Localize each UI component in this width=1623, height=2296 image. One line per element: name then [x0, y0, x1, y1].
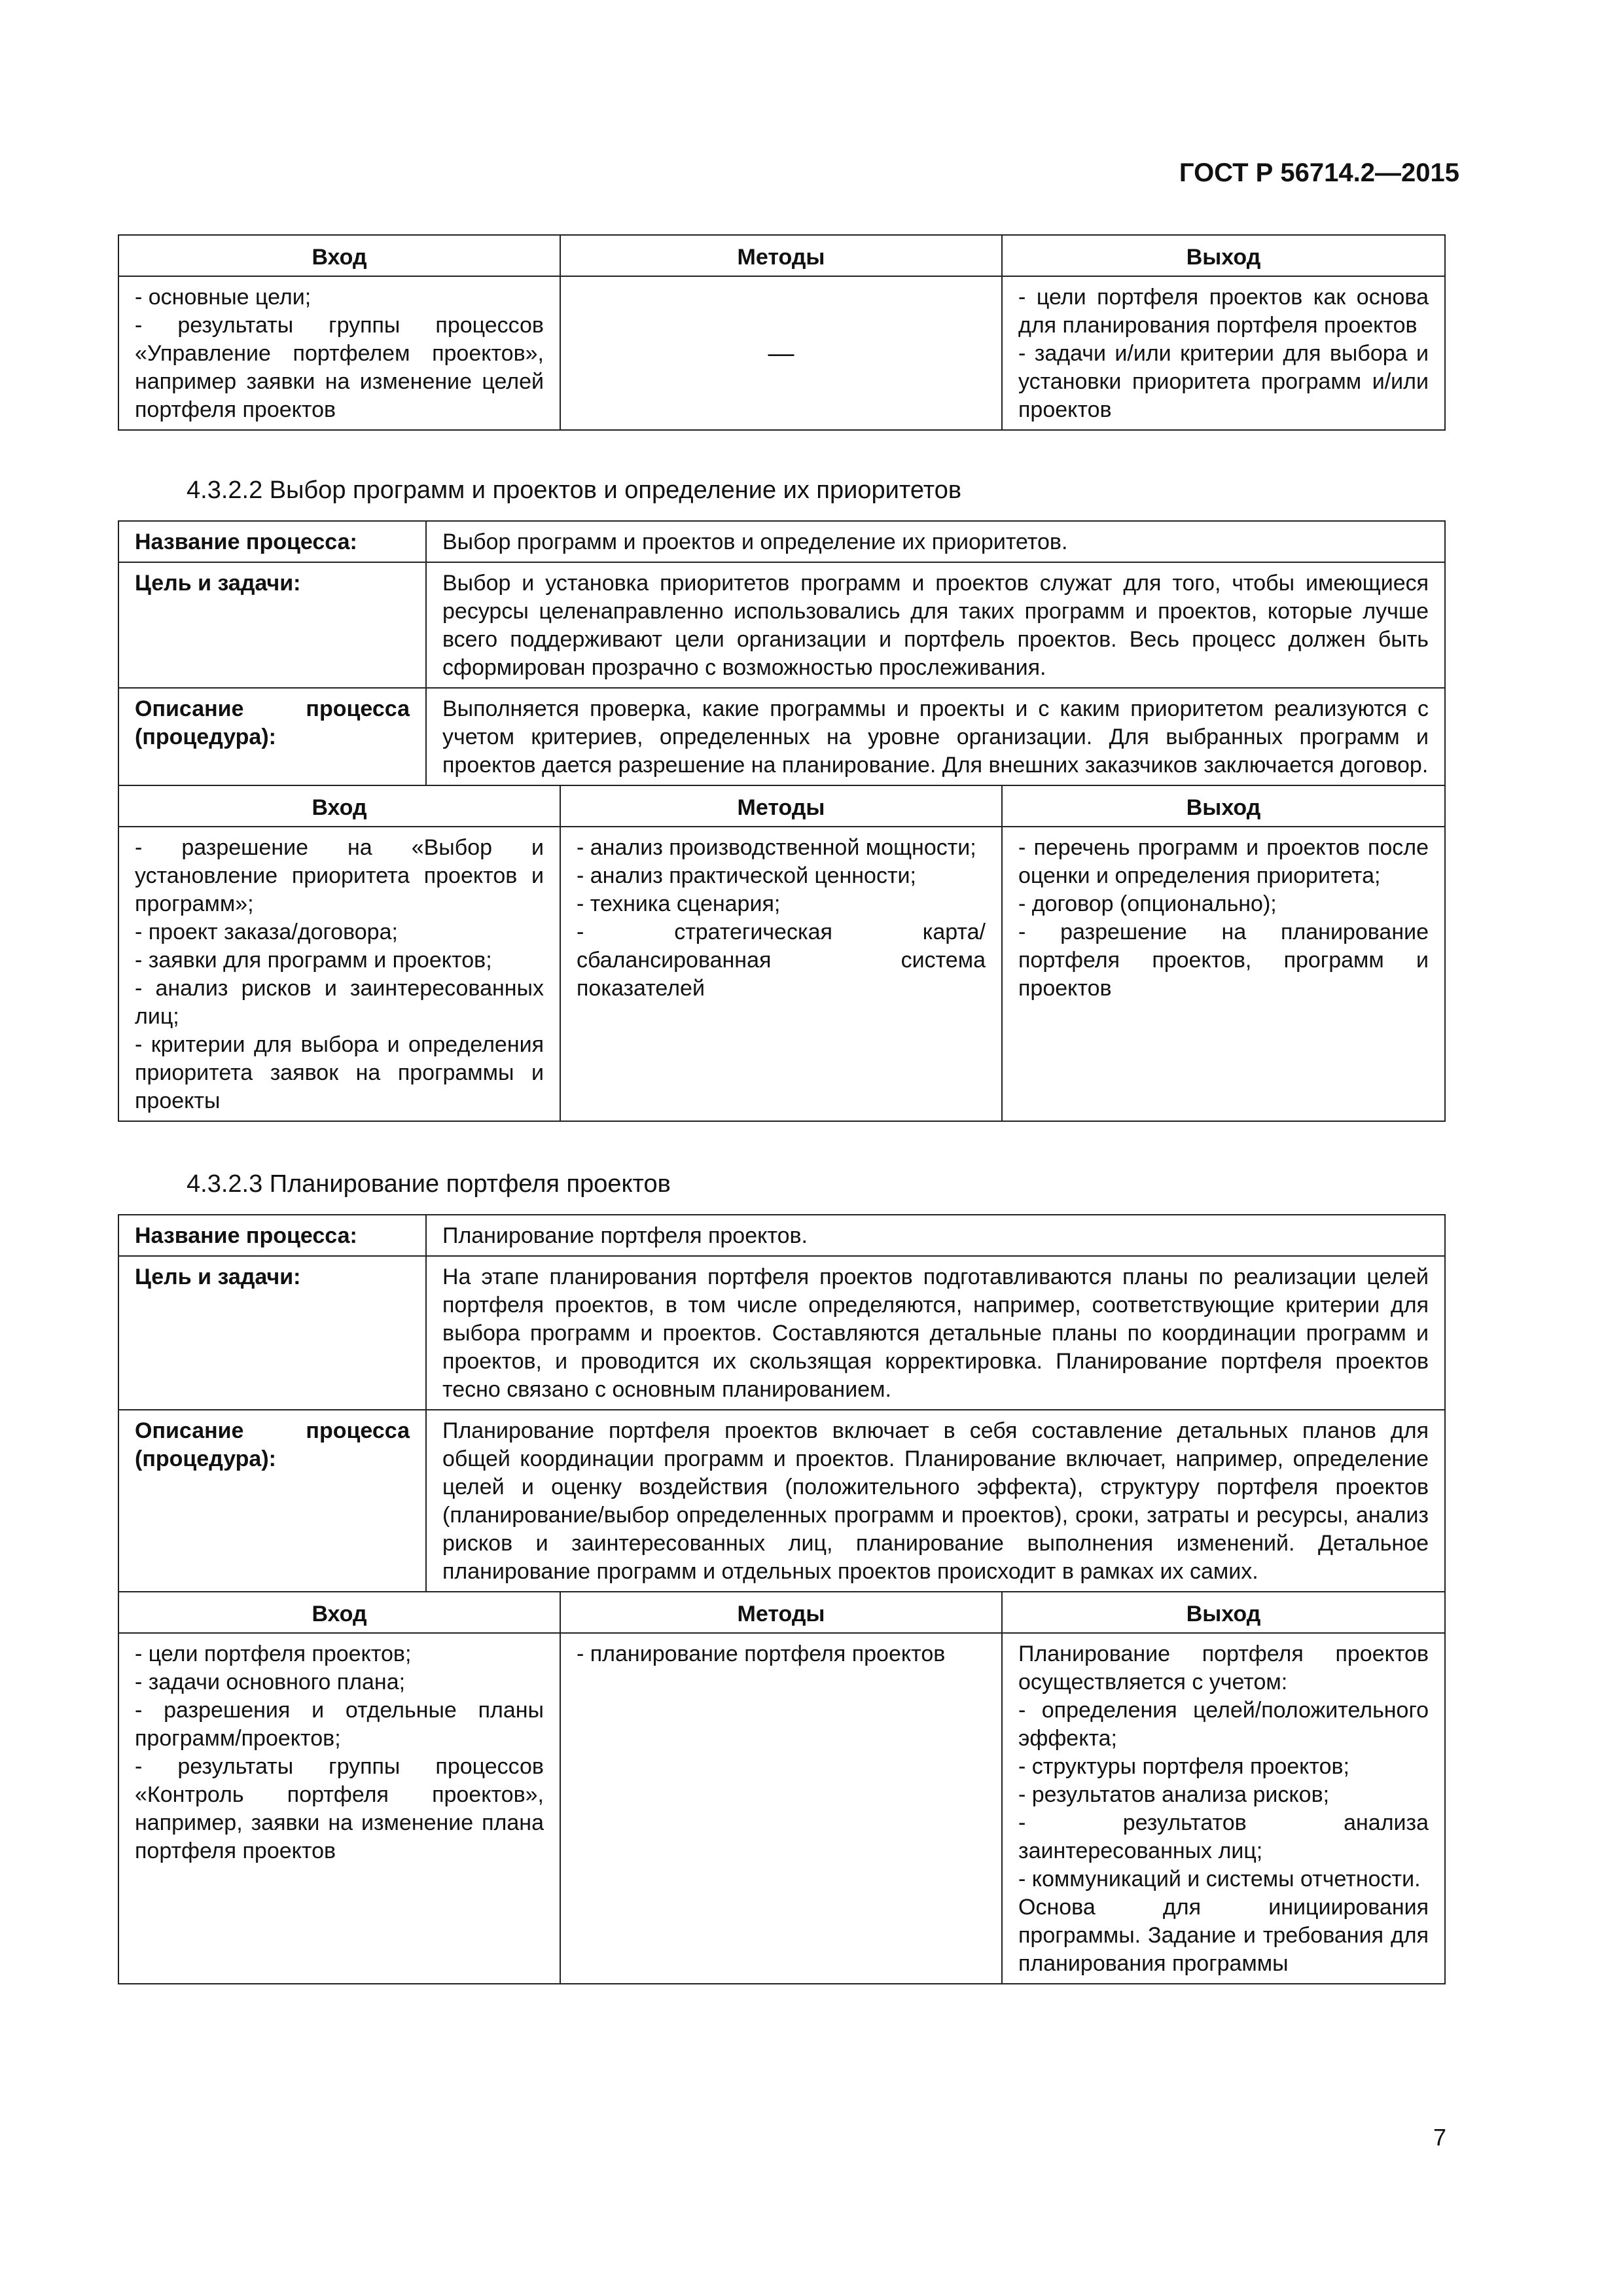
list-item: - планирование портфеля проектов: [577, 1641, 946, 1666]
output-cell: [1002, 276, 1445, 430]
list-item: - результаты группы процессов «Управление портфелем проектов», например заявки на изменение целей портфеля проектов: [135, 313, 544, 422]
description-value: Планирование портфеля проектов включает в себя составление детальных планов для общей координации программ и проектов. Планирование включает, например, определение целей и оценку воздействия (положительного эффекта), структуру портфеля проектов (планирование/выбор определенных программ и проектов), сроки, затраты и ресурсы, анализ рисков и заинтересованных лиц, планирование выполнения изменений. Детальное планирование программ и отдельных проектов происходит в рамках их самих.: [426, 1410, 1445, 1592]
list-item: - заявки для программ и проектов;: [135, 948, 492, 973]
list-item: - проект заказа/договора;: [135, 920, 398, 944]
page-number: 7: [1433, 2124, 1446, 2151]
section-heading-4-3-2-2: 4.3.2.2 Выбор программ и проектов и определение их приоритетов: [187, 476, 962, 504]
output-cell: [1002, 827, 1445, 1121]
goal-value: На этапе планирования портфеля проектов подготавливаются планы по реализации целей портфеля проектов, в том числе определяются, например, соответствующие критерии для выбора программ и проектов. Составляются детальные планы по координации программ и проектов, и проводится их скользящая корректировка. Планирование портфеля проектов тесно связано с основным планированием.: [426, 1256, 1445, 1410]
process-name-value: Планирование портфеля проектов.: [426, 1215, 1445, 1256]
process-name-label: Название процесса:: [118, 1215, 426, 1256]
list-item: - договор (опционально);: [1018, 891, 1277, 916]
list-item: - определения целей/положительного эффекта;: [1018, 1698, 1429, 1751]
list-item: - разрешение на планирование портфеля проектов, программ и проектов: [1018, 920, 1429, 1001]
column-header-output: Выход: [1002, 785, 1445, 827]
list-item: - разрешения и отдельные планы программ/проектов;: [135, 1698, 544, 1751]
list-item: - результаты группы процессов «Контроль портфеля проектов», например, заявки на изменение плана портфеля проектов: [135, 1754, 544, 1863]
description-label: Описание процесса (процедура):: [118, 688, 426, 785]
list-item: - задачи основного плана;: [135, 1670, 406, 1695]
input-cell: [118, 827, 560, 1121]
column-header-input: Вход: [118, 235, 560, 276]
output-cell: [1002, 1633, 1445, 1984]
process-table-3: [118, 1214, 1446, 1984]
methods-cell: —: [560, 276, 1002, 430]
description-value: Выполняется проверка, какие программы и проекты и с каким приоритетом реализуются с учетом критериев, определенных на уровне организации. Для выбранных программ и проектов дается разрешение на планирование. Для внешних заказчиков заключается договор.: [426, 688, 1445, 785]
list-item: - задачи и/или критерии для выбора и установки приоритета программ и/или проектов: [1018, 341, 1429, 422]
list-item: - структуры портфеля проектов;: [1018, 1754, 1349, 1779]
list-item: - перечень программ и проектов после оценки и определения приоритета;: [1018, 835, 1429, 888]
input-cell: [118, 276, 560, 430]
list-item: - стратегическая карта/сбалансированная система показателей: [577, 920, 986, 1001]
list-item: - результатов анализа рисков;: [1018, 1782, 1330, 1807]
list-item: Планирование портфеля проектов осуществляется с учетом:: [1018, 1641, 1429, 1695]
list-item: Основа для инициирования программы. Задание и требования для планирования программы: [1018, 1895, 1429, 1976]
list-item: - анализ рисков и заинтересованных лиц;: [135, 976, 544, 1029]
goal-label: Цель и задачи:: [118, 562, 426, 688]
list-item: - коммуникаций и системы отчетности.: [1018, 1867, 1421, 1892]
list-item: - разрешение на «Выбор и установление приоритета проектов и программ»;: [135, 835, 544, 916]
list-item: - результатов анализа заинтересованных лиц;: [1018, 1810, 1429, 1863]
column-header-output: Выход: [1002, 1592, 1445, 1633]
input-cell: [118, 1633, 560, 1984]
document-header: ГОСТ Р 56714.2—2015: [1179, 158, 1459, 187]
list-item: - критерии для выбора и определения приоритета заявок на программы и проекты: [135, 1032, 544, 1113]
methods-cell: [560, 1633, 1002, 1984]
process-name-label: Название процесса:: [118, 521, 426, 562]
list-item: - цели портфеля проектов;: [135, 1641, 412, 1666]
column-header-input: Вход: [118, 785, 560, 827]
column-header-methods: Методы: [560, 1592, 1002, 1633]
list-item: - цели портфеля проектов как основа для планирования портфеля проектов: [1018, 285, 1429, 338]
goal-label: Цель и задачи:: [118, 1256, 426, 1410]
column-header-output: Выход: [1002, 235, 1445, 276]
description-label: Описание процесса (процедура):: [118, 1410, 426, 1592]
section-heading-4-3-2-3: 4.3.2.3 Планирование портфеля проектов: [187, 1170, 671, 1198]
column-header-input: Вход: [118, 1592, 560, 1633]
column-header-methods: Методы: [560, 785, 1002, 827]
io-table-1: [118, 234, 1446, 431]
process-table-2: [118, 520, 1446, 1122]
process-name-value: Выбор программ и проектов и определение их приоритетов.: [426, 521, 1445, 562]
column-header-methods: Методы: [560, 235, 1002, 276]
list-item: - основные цели;: [135, 285, 312, 310]
list-item: - анализ практической ценности;: [577, 863, 916, 888]
methods-cell: [560, 827, 1002, 1121]
goal-value: Выбор и установка приоритетов программ и проектов служат для того, чтобы имеющиеся ресурсы целенаправленно использовались для таких программ и проектов, которые лучше всего поддерживают цели организации и портфель проектов. Весь процесс должен быть сформирован прозрачно с возможностью прослеживания.: [426, 562, 1445, 688]
list-item: - анализ производственной мощности;: [577, 835, 976, 860]
list-item: - техника сценария;: [577, 891, 781, 916]
